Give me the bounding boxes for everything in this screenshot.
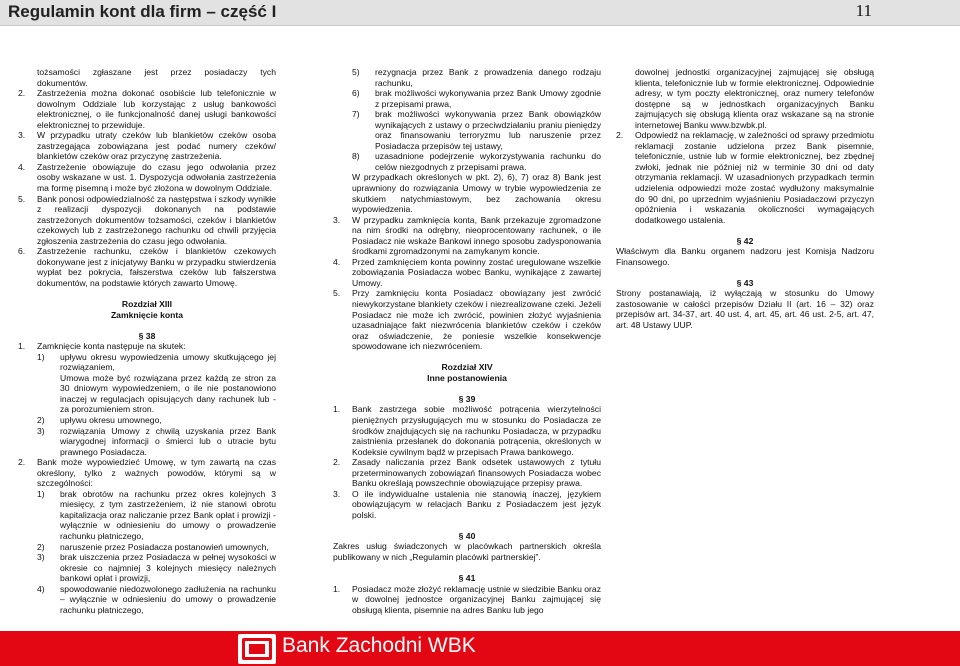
list-item: 4. Przed zamknięciem konta powinny zostać uregulowane wszelkie zobowiązania Posiadacza wobec Banku, wynikające z zawartej Umowy. [333,256,601,288]
list-item: 7) brak możliwości wykonywania przez Bank obowiązków wynikających z ustawy o przeciwdziałaniu praniu pieniędzy oraz finansowaniu terroryzmu lub naruszenie przez Posiadacza przepisów tej ustawy, [352,109,601,151]
list-item: 3) brak uiszczenia przez Posiadacza w pełnej wysokości w okresie co najmniej 3 kolejnych miesięcy należnych bankowi opłat i prowizji, [37,552,276,584]
chapter-heading: Rozdział XIII [121,298,173,309]
section-heading: § 39 [458,393,476,404]
list-item: 5. Przy zamknięciu konta Posiadacz obowiązany jest zwrócić niewykorzystane blankiety czeków i niezrealizowane czeki. Jeżeli Posiadacz nie może ich zwrócić, powinien złożyć wyjaśnienia uzasadniające fakt niezwrócenia blankietów czeków i czeków oraz oświadczenie, że poniesie wszelkie konsekwencje spowodowane ich niezwróceniem. [333,288,601,352]
bank-brand-name: Bank Zachodni WBK [282,634,476,657]
list-item: 2. Odpowiedź na reklamację, w zależności od sprawy przedmiotu reklamacji zostanie udzielona przez Bank pisemnie, telefonicznie, ustnie lub w formie elektronicznej, bez zbędnej zwłoki, jednak nie później niż w terminie 30 dni od daty otrzymania reklamacji. W uzasadnionych przypadkach termin udzielenia odpowiedzi może zostać wydłużony maksymalnie do 90 dni, po uprzednim wyjaśnieniu Posiadaczowi przyczyn opóźnienia i wskazania okoliczności wymagających dodatkowego ustalenia. [616,130,874,225]
list-item: 2) upływu okresu umownego, [37,414,162,425]
section-heading: § 41 [458,573,476,584]
list-item: 2. Zasady naliczania przez Bank odsetek ustawowych z tytułu przeterminowanych zobowiązań finansowych Posiadacza wobec Banku określają powszechnie obowiązujące przepisy prawa. [333,457,601,489]
text-column-1 [18,67,276,615]
list-item: 6) brak możliwości wykonywania przez Bank Umowy zgodnie z przepisami prawa, [352,88,601,109]
paragraph: tożsamości zgłaszane jest przez posiadaczy tych dokumentów. [37,67,276,88]
document-title: Regulamin kont dla firm – część I [8,2,277,21]
list-item: 2) naruszenie przez Posiadacza postanowień umownych, [37,541,269,552]
paragraph: dowolnej jednostki organizacyjnej zajmującej się obsługą klienta, telefonicznie lub w formie elektronicznej. Odpowiednie adresy, w tym poczty elektronicznej, oraz numery telefonów dostępne są w jednostkach organizacyjnych Banku zajmujących się obsługą klienta oraz wskazane są na stronie internetowej Banku www.bzwbk.pl. [635,67,874,130]
paragraph: Umowa może być rozwiązana przez każdą ze stron za 30 dniowym wypowiedzeniem, o ile nie postanowiono inaczej w regulacjach opisujących dany rachunek lub - za porozumieniem stron. [60,372,276,415]
list-item: 8) uzasadnione podejrzenie wykorzystywania rachunku do celów niezgodnych z przepisami prawa. [352,151,601,172]
list-item: 5. Bank ponosi odpowiedzialność za następstwa i szkody wynikłe z realizacji dyspozycji dokonanych na podstawie zastrzeżonych dokumentów tożsamości, czeków i blankietów czekowych lub z zastrzeżonego rachunku od chwili przyjęcia zgłoszenia zastrzeżenia do czasu jego odwołania. [18,193,276,246]
list-item: 3. W przypadku utraty czeków lub blankietów czeków osoba zastrzegająca zobowiązana jest podać numery czeków/ blankietów czeków oraz przyczynę zastrzeżenia. [18,130,276,162]
list-item: 1. Posiadacz może złożyć reklamację ustnie w siedzibie Banku oraz w dowolnej jednostce organizacyjnej Banku zajmującej się obsługą klienta, pisemnie na adres Banku lub jego [333,583,601,615]
paragraph: Właściwym dla Banku organem nadzoru jest Komisja Nadzoru Finansowego. [616,246,874,267]
list-item: 4. Zastrzeżenie obowiązuje do czasu jego odwołania przez osoby wskazane w ust. 1. Dyspozycja odwołania zastrzeżenia ma formę pisemną i może być złożona w dowolnym Oddziale. [18,161,276,194]
chapter-title: Inne postanowienia [427,372,507,383]
list-item: 3. W przypadku zamknięcia konta, Bank przekazuje zgromadzone na nim środki na odrębny, nieoprocentowany rachunek, o ile Posiadacz nie wskaże Bankowi innego sposobu zadysponowania środkami zgromadzonymi na zamykanym koncie. [333,214,601,257]
section-heading: § 38 [138,330,156,341]
bank-logo-icon [238,634,276,664]
page-header [0,0,960,26]
section-heading: § 42 [736,235,754,246]
list-item: 1. Zamknięcie konta następuje na skutek: [18,341,186,352]
paragraph: Zakres usług świadczonych w placówkach partnerskich określa publikowany w nich „Regulamin placówki partnerskiej”. [333,541,601,563]
paragraph: Strony postanawiają, iż wyłączają w stosunku do Umowy zastosowanie w całości przepisów Działu II (art. 16 – 32) oraz przepisów art. 34-37, art. 40 ust. 4, art. 45, art. 46 ust. 2-5, art. 47, art. 48 Ustawy UUP. [616,288,874,331]
footer-bar [0,631,960,666]
page-number: 11 [855,1,872,20]
list-item: 6. Zastrzeżenie rachunku, czeków i blankietów czekowych dokonywane jest z inicjatywy Banku w przypadku stwierdzenia wypłat bez pokrycia, fałszerstwa czeków lub fałszerstwa dokumentów, na podstawie których zawarto Umowę. [18,246,276,288]
section-heading: § 43 [736,277,754,288]
list-item: 5) rezygnacja przez Bank z prowadzenia danego rodzaju rachunku, [352,67,601,88]
paragraph: W przypadkach określonych w pkt. 2), 6), 7) oraz 8) Bank jest uprawniony do rozwiązania Umowy w trybie wypowiedzenia ze skutkiem natychmiastowym, bez zachowania okresu wypowiedzenia. [352,172,601,215]
text-column-2 [333,67,601,615]
list-item: 2. Bank może wypowiedzieć Umowę, w tym zawartą na czas określony, tylko z ważnych powodów, którymi są w szczególności: [18,457,276,489]
section-heading: § 40 [458,530,476,541]
chapter-title: Zamknięcie konta [110,309,184,320]
list-item: 2. Zastrzeżenia można dokonać osobiście lub telefonicznie w dowolnym Oddziale lub korzystając z usług bankowości elektronicznej, o ile funkcjonalność danej usługi bankowości elektronicznej to przewiduje. [18,88,276,130]
list-item: 3) rozwiązania Umowy z chwilą uzyskania przez Bank wiarygodnej informacji o śmierci lub o utracie bytu prawnego Posiadacza. [37,425,276,457]
list-item: 1) brak obrotów na rachunku przez okres kolejnych 3 miesięcy, z tym zastrzeżeniem, iż nie stanowi obrotu kapitalizacja oraz naliczanie przez Bank opłat i prowizji - wyłącznie w odniesieniu do umowy o prowadzenie rachunku płatniczego, [37,488,276,541]
list-item: 4) spowodowanie niedozwolonego zadłużenia na rachunku – wyłącznie w odniesieniu do umowy o prowadzenie rachunku płatniczego, [37,583,276,615]
chapter-heading: Rozdział XIV [441,362,493,373]
list-item: 3. O ile indywidualne ustalenia nie stanowią inaczej, językiem obowiązującym w relacjach Banku z Posiadaczem jest język polski. [333,488,601,520]
text-column-3 [616,67,874,331]
list-item: 1. Bank zastrzega sobie możliwość potrącenia wierzytelności pieniężnych przysługujących mu w stosunku do Posiadacza ze środków znajdujących się na rachunku Posiadacza, w przypadku zaistnienia przesłanek do dokonania potrącenia, określonych w Kodeksie cywilnym bądź w przepisach Prawa bankowego. [333,404,601,457]
list-item: 1) upływu okresu wypowiedzenia umowy skutkującego jej rozwiązaniem, [37,351,276,373]
